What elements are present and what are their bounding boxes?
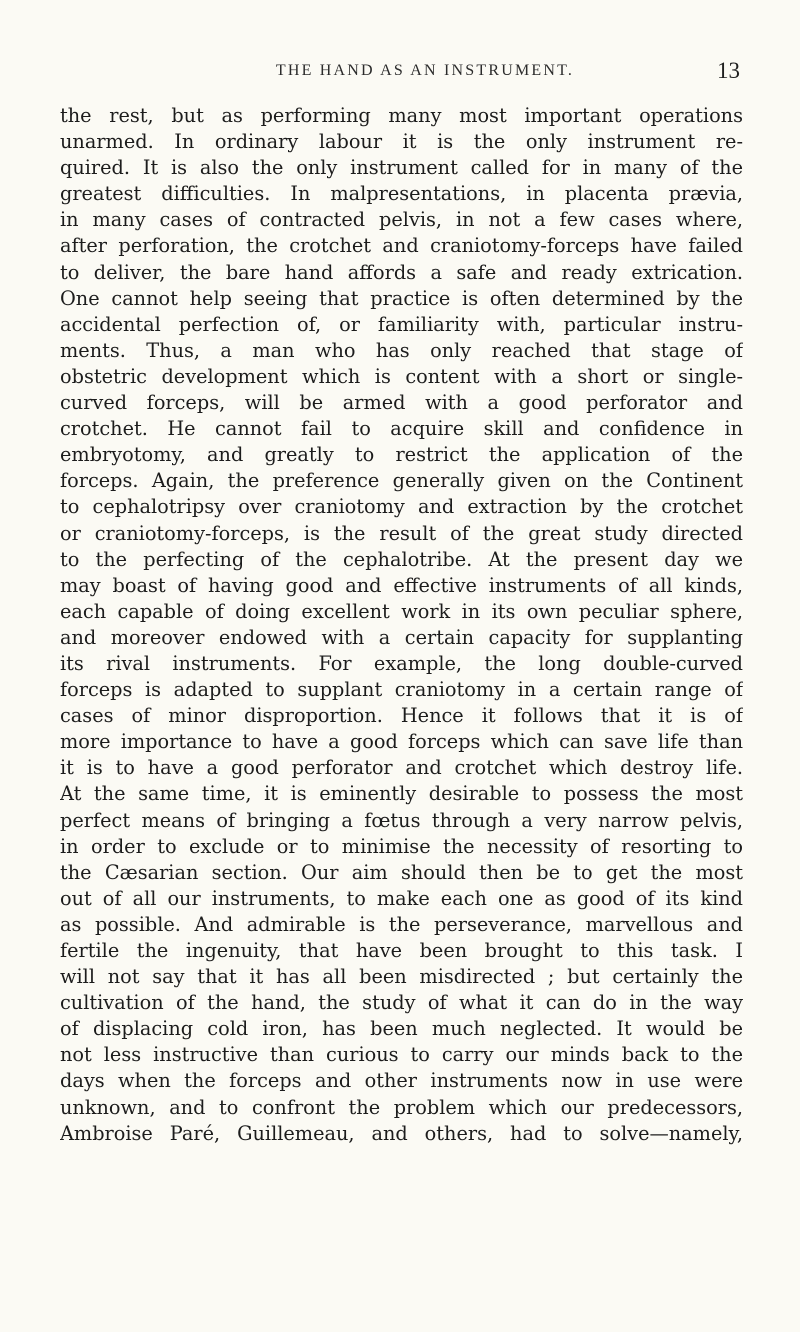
- text-line: to deliver, the bare hand affords a safe and ready extrication.: [60, 260, 743, 284]
- text-line: in order to exclude or to minimise the necessity of resorting to: [60, 834, 743, 858]
- text-line: forceps is adapted to supplant craniotomy in a certain range of: [60, 678, 743, 702]
- text-line: will not say that it has all been misdirected ; but certainly the: [60, 965, 743, 989]
- page-number: 13: [717, 58, 740, 83]
- text-line: fertile the ingenuity, that have been brought to this task. I: [60, 939, 743, 962]
- text-line: unarmed. In ordinary labour it is the only instrument re-: [60, 130, 743, 154]
- body-text: [60, 103, 743, 1147]
- text-line: or craniotomy-forceps, is the result of the great study directed: [60, 521, 743, 545]
- text-line: out of all our instruments, to make each one as good of its kind: [60, 886, 743, 910]
- text-line: forceps. Again, the preference generally given on the Continent: [60, 469, 743, 493]
- text-line: after perforation, the crotchet and craniotomy-forceps have failed: [60, 234, 743, 258]
- text-line: At the same time, it is eminently desirable to possess the most: [60, 782, 743, 806]
- text-line: of displacing cold iron, has been much neglected. It would be: [60, 1017, 743, 1041]
- text-line: accidental perfection of, or familiarity with, particular instru-: [60, 312, 743, 336]
- text-line: ments. Thus, a man who has only reached that stage of: [60, 338, 743, 362]
- text-line: curved forceps, will be armed with a good perforator and: [60, 391, 743, 415]
- text-line: in many cases of contracted pelvis, in not a few cases where,: [60, 208, 743, 232]
- text-line: days when the forceps and other instruments now in use were: [60, 1069, 743, 1093]
- text-line: each capable of doing excellent work in its own peculiar sphere,: [60, 599, 743, 623]
- text-line: and moreover endowed with a certain capacity for supplanting: [60, 625, 743, 649]
- text-line: crotchet. He cannot fail to acquire skill and confidence in: [60, 417, 743, 441]
- text-line: cultivation of the hand, the study of what it can do in the way: [60, 991, 743, 1015]
- text-line: the Cæsarian section. Our aim should then be to get the most: [60, 860, 743, 884]
- text-line: not less instructive than curious to carry our minds back to the: [60, 1043, 743, 1067]
- text-line: it is to have a good perforator and crotchet which destroy life.: [60, 756, 743, 780]
- text-line: obstetric development which is content with a short or single-: [60, 364, 743, 388]
- text-line: greatest difficulties. In malpresentations, in placenta prævia,: [60, 182, 743, 206]
- text-line: cases of minor disproportion. Hence it follows that it is of: [60, 704, 743, 728]
- text-line: unknown, and to confront the problem which our predecessors,: [60, 1095, 743, 1119]
- text-line: its rival instruments. For example, the long double-curved: [60, 651, 743, 675]
- text-line: Ambroise Paré, Guillemeau, and others, had to solve—namely,: [60, 1121, 743, 1145]
- text-line: more importance to have a good forceps which can save life than: [60, 730, 743, 754]
- text-line: may boast of having good and effective instruments of all kinds,: [60, 573, 743, 597]
- running-head: THE HAND AS AN INSTRUMENT.: [275, 62, 575, 79]
- text-line: quired. It is also the only instrument called for in many of the: [60, 156, 743, 180]
- text-line: as possible. And admirable is the perseverance, marvellous and: [60, 912, 743, 936]
- text-line: perfect means of bringing a fœtus through a very narrow pelvis,: [60, 808, 743, 832]
- text-line: the rest, but as performing many most important operations: [60, 104, 743, 127]
- text-line: to cephalotripsy over craniotomy and extraction by the crotchet: [60, 495, 743, 519]
- text-line: embryotomy, and greatly to restrict the application of the: [60, 443, 743, 467]
- text-line: One cannot help seeing that practice is often determined by the: [60, 286, 743, 310]
- text-line: to the perfecting of the cephalotribe. At the present day we: [60, 547, 743, 571]
